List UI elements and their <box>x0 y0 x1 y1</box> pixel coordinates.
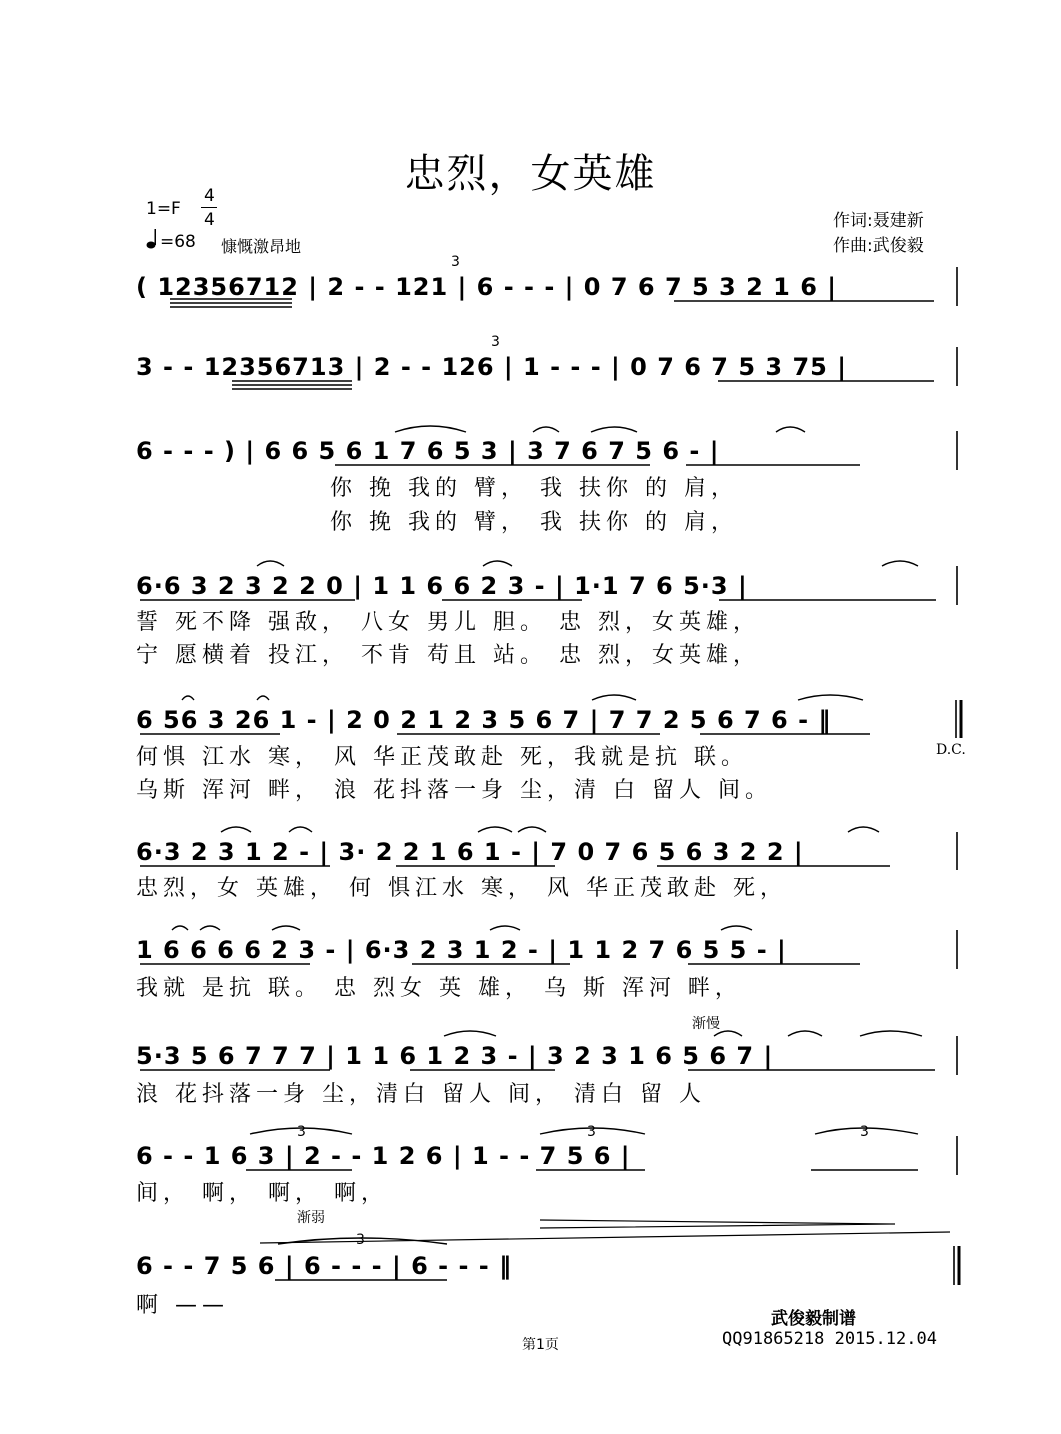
lyrics-system-6: 忠烈，女 英雄， 何 惧江水 寒， 风 华正茂敢赴 死， <box>136 876 787 901</box>
lyrics-system-4-verse-1: 誓 死不降 强敌， 八女 男儿 胆。 忠 烈，女英雄， <box>136 610 760 635</box>
dc-marking: D.C. <box>936 742 966 758</box>
lyrics-system-9: 间， 啊， 啊， 啊， <box>136 1181 388 1206</box>
lyrics-system-3-verse-2: 你 挽 我的 臂， 我 扶你 的 肩， <box>330 510 738 535</box>
triplet-marker: 3 <box>451 254 460 270</box>
notes-system-8: 5·3 5 6 7 7 7 | 1 1 6 1 2 3 - | 3 2 3 1 6 5 6 7 | <box>136 1042 774 1070</box>
expression-marking: 慷慨激昂地 <box>221 237 302 256</box>
beams <box>140 299 936 1280</box>
lyrics-system-5-verse-1: 何惧 江水 寒， 风 华正茂敢赴 死，我就是抗 联。 <box>136 745 748 770</box>
lyrics-system-8: 浪 花抖落一身 尘，清白 留人 间， 清白 留 人 <box>136 1082 706 1107</box>
arranger-credit: 武俊毅制谱 <box>771 1309 856 1329</box>
notes-system-6: 6·3 2 3 1 2 - | 3· 2 2 1 6 1 - | 7 0 7 6 5 6 3 2 2 | <box>136 838 804 866</box>
notes-system-1: ( 12356712 | 2 - - 121 | 6 - - - | 0 7 6 7 5 3 2 1 6 | <box>136 273 838 301</box>
notes-system-2: 3 - - 12356713 | 2 - - 126 | 1 - - - | 0 7 6 7 5 3 75 | <box>136 353 847 381</box>
notes-system-3: 6 - - - ) | 6 6 5 6 1 7 6 5 3 | 3 7 6 7 5 6 - | <box>136 437 720 465</box>
notes-system-5: 6 56 3 26 1 - | 2 0 2 1 2 3 5 6 7 | 7 7 2 5 6 7 6 - ‖ <box>136 706 832 734</box>
diminuendo-hairpin <box>540 1220 895 1228</box>
rit-marking: 渐慢 <box>692 1016 720 1032</box>
qq-and-date: QQ91865218 2015.12.04 <box>722 1329 937 1349</box>
time-signature-bottom: 4 <box>204 210 215 230</box>
page-title: 忠烈，女英雄 <box>404 151 657 197</box>
composer: 作曲:武俊毅 <box>833 236 924 256</box>
time-signature-top: 4 <box>204 186 215 206</box>
lyrics-system-5-verse-2: 乌斯 浑河 畔， 浪 花抖落一身 尘，清 白 留人 间。 <box>136 778 772 803</box>
lyrics-system-10: 啊 —— <box>136 1293 229 1318</box>
slurs <box>172 426 922 1244</box>
lyricist: 作词:聂建新 <box>833 211 924 231</box>
notes-system-10: 6 - - 7 5 6 | 6 - - - | 6 - - - ‖ <box>136 1252 513 1280</box>
lyrics-system-4-verse-2: 宁 愿横着 投江， 不肯 苟且 站。 忠 烈，女英雄， <box>136 643 760 668</box>
dim-marking: 渐弱 <box>297 1210 325 1226</box>
triplet-marker: 3 <box>356 1232 365 1248</box>
key-signature: 1=F <box>146 199 181 219</box>
lyrics-system-7: 我就 是抗 联。 忠 烈女 英 雄， 乌 斯 浑河 畔， <box>136 976 742 1001</box>
triplet-marker: 3 <box>491 334 500 350</box>
page-number: 第1页 <box>522 1337 559 1353</box>
notes-system-7: 1 6 6 6 6 2 3 - | 6·3 2 3 1 2 - | 1 1 2 7 6 5 5 - | <box>136 936 787 964</box>
triplet-marker: 3 <box>587 1124 596 1140</box>
tempo: =68 <box>160 232 196 252</box>
notes-system-9: 6 - - 1 6 3 | 2 - - 1 2 6 | 1 - - 7 5 6 | <box>136 1142 631 1170</box>
triplet-marker: 3 <box>860 1124 869 1140</box>
notes-system-4: 6·6 3 2 3 2 2 0 | 1 1 6 6 2 3 - | 1·1 7 6 5·3 | <box>136 572 748 600</box>
lyrics-system-3-verse-1: 你 挽 我的 臂， 我 扶你 的 肩， <box>330 476 738 501</box>
triplet-marker: 3 <box>297 1124 306 1140</box>
barlines <box>954 267 961 1285</box>
